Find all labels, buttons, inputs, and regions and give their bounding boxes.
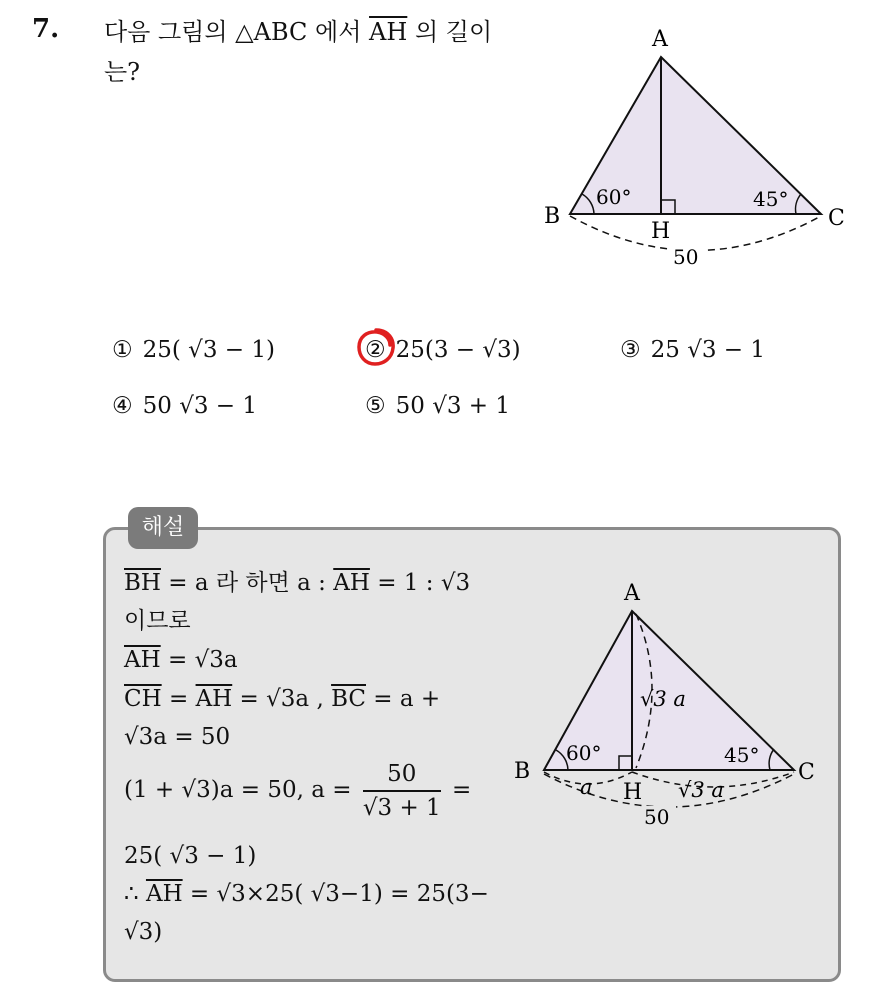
solution-text: = √3a — [160, 647, 238, 673]
seg-ah: $\overline{AH}$ — [124, 647, 161, 673]
hc-length-label: √3 a — [678, 778, 724, 802]
choice-4-mark: ④ — [112, 393, 133, 419]
solution-line-6 — [124, 758, 494, 824]
choice-1[interactable] — [112, 337, 275, 363]
solution-line-1 — [124, 563, 494, 603]
solution-text: = √3a , — [232, 686, 332, 712]
question-text — [104, 12, 524, 92]
choice-5-mark: ⑤ — [365, 393, 386, 419]
choice-3-mark: ③ — [620, 337, 641, 363]
label-c: C — [828, 206, 845, 231]
seg-ah: $\overline{AH}$ — [333, 570, 370, 596]
solution-line-3 — [124, 640, 494, 680]
fraction — [363, 758, 441, 824]
question-text-before: 다음 그림의 △ABC 에서 — [104, 18, 370, 46]
seg-ah: $\overline{AH}$ — [145, 881, 183, 907]
solution-line-8 — [124, 874, 494, 914]
solution-line-4 — [124, 679, 494, 719]
angle-b-label: 60° — [596, 185, 632, 209]
label-b: B — [544, 204, 561, 229]
label-h: H — [651, 219, 671, 244]
angle-b-label-2: 60° — [566, 741, 602, 765]
question-text-after: 의 길이는? — [104, 18, 493, 86]
choice-3[interactable] — [620, 337, 765, 363]
bh-length-label: a — [580, 775, 593, 799]
fraction-denominator: √3 + 1 — [362, 795, 441, 821]
choice-1-mark: ① — [112, 337, 133, 363]
base-length-label-2: 50 — [644, 805, 670, 829]
angle-c-label-2: 45° — [724, 743, 760, 767]
solution-line-9: √3) — [124, 919, 163, 945]
choice-1-text: 25( √3 − 1) — [142, 337, 275, 363]
solution-triangle-figure — [508, 578, 826, 838]
solution-text: = — [161, 686, 196, 712]
solution-text: = 1 : √3 — [369, 570, 471, 596]
seg-ch: $\overline{CH}$ — [124, 686, 162, 712]
label-c-2: C — [798, 760, 815, 785]
label-h-2: H — [623, 780, 643, 805]
triangle-figure — [530, 20, 860, 280]
solution-text: = a + — [366, 686, 441, 712]
choice-4-text: 50 √3 − 1 — [142, 393, 258, 419]
choice-2-mark: ② — [365, 337, 386, 363]
ah-length-label: √3 a — [640, 687, 686, 711]
angle-c-label: 45° — [753, 187, 789, 211]
solution-badge: 해설 — [128, 507, 198, 549]
seg-ah: $\overline{AH}$ — [195, 686, 233, 712]
choice-5-text: 50 √3 + 1 — [395, 393, 511, 419]
solution-line-7: 25( √3 − 1) — [124, 843, 257, 869]
label-a: A — [652, 27, 668, 52]
choice-5[interactable] — [365, 393, 510, 419]
fraction-numerator: 50 — [363, 758, 441, 792]
seg-bc: $\overline{BC}$ — [331, 686, 366, 712]
base-length-label: 50 — [673, 245, 699, 269]
choice-4[interactable] — [112, 393, 257, 419]
choice-2-text: 25(3 − √3) — [395, 337, 521, 363]
seg-bh: $\overline{BH}$ — [124, 570, 161, 596]
solution-text: = a 라 하면 a : — [160, 570, 334, 596]
choice-3-text: 25 √3 − 1 — [650, 337, 766, 363]
question-segment: $\overline{AH}$ — [369, 18, 408, 46]
solution-line-2: 이므로 — [124, 608, 191, 634]
label-b-2: B — [514, 759, 531, 784]
solution-text: = — [444, 777, 472, 803]
therefore-symbol: ∴ — [124, 881, 146, 907]
solution-text: (1 + √3)a = 50, a = — [124, 777, 359, 803]
solution-line-5: √3a = 50 — [124, 724, 231, 750]
question-number: 7. — [32, 14, 60, 44]
label-a-2: A — [624, 581, 640, 606]
answer-circle-mark — [356, 327, 396, 367]
solution-text: = √3×25( √3−1) = 25(3− — [182, 881, 489, 907]
